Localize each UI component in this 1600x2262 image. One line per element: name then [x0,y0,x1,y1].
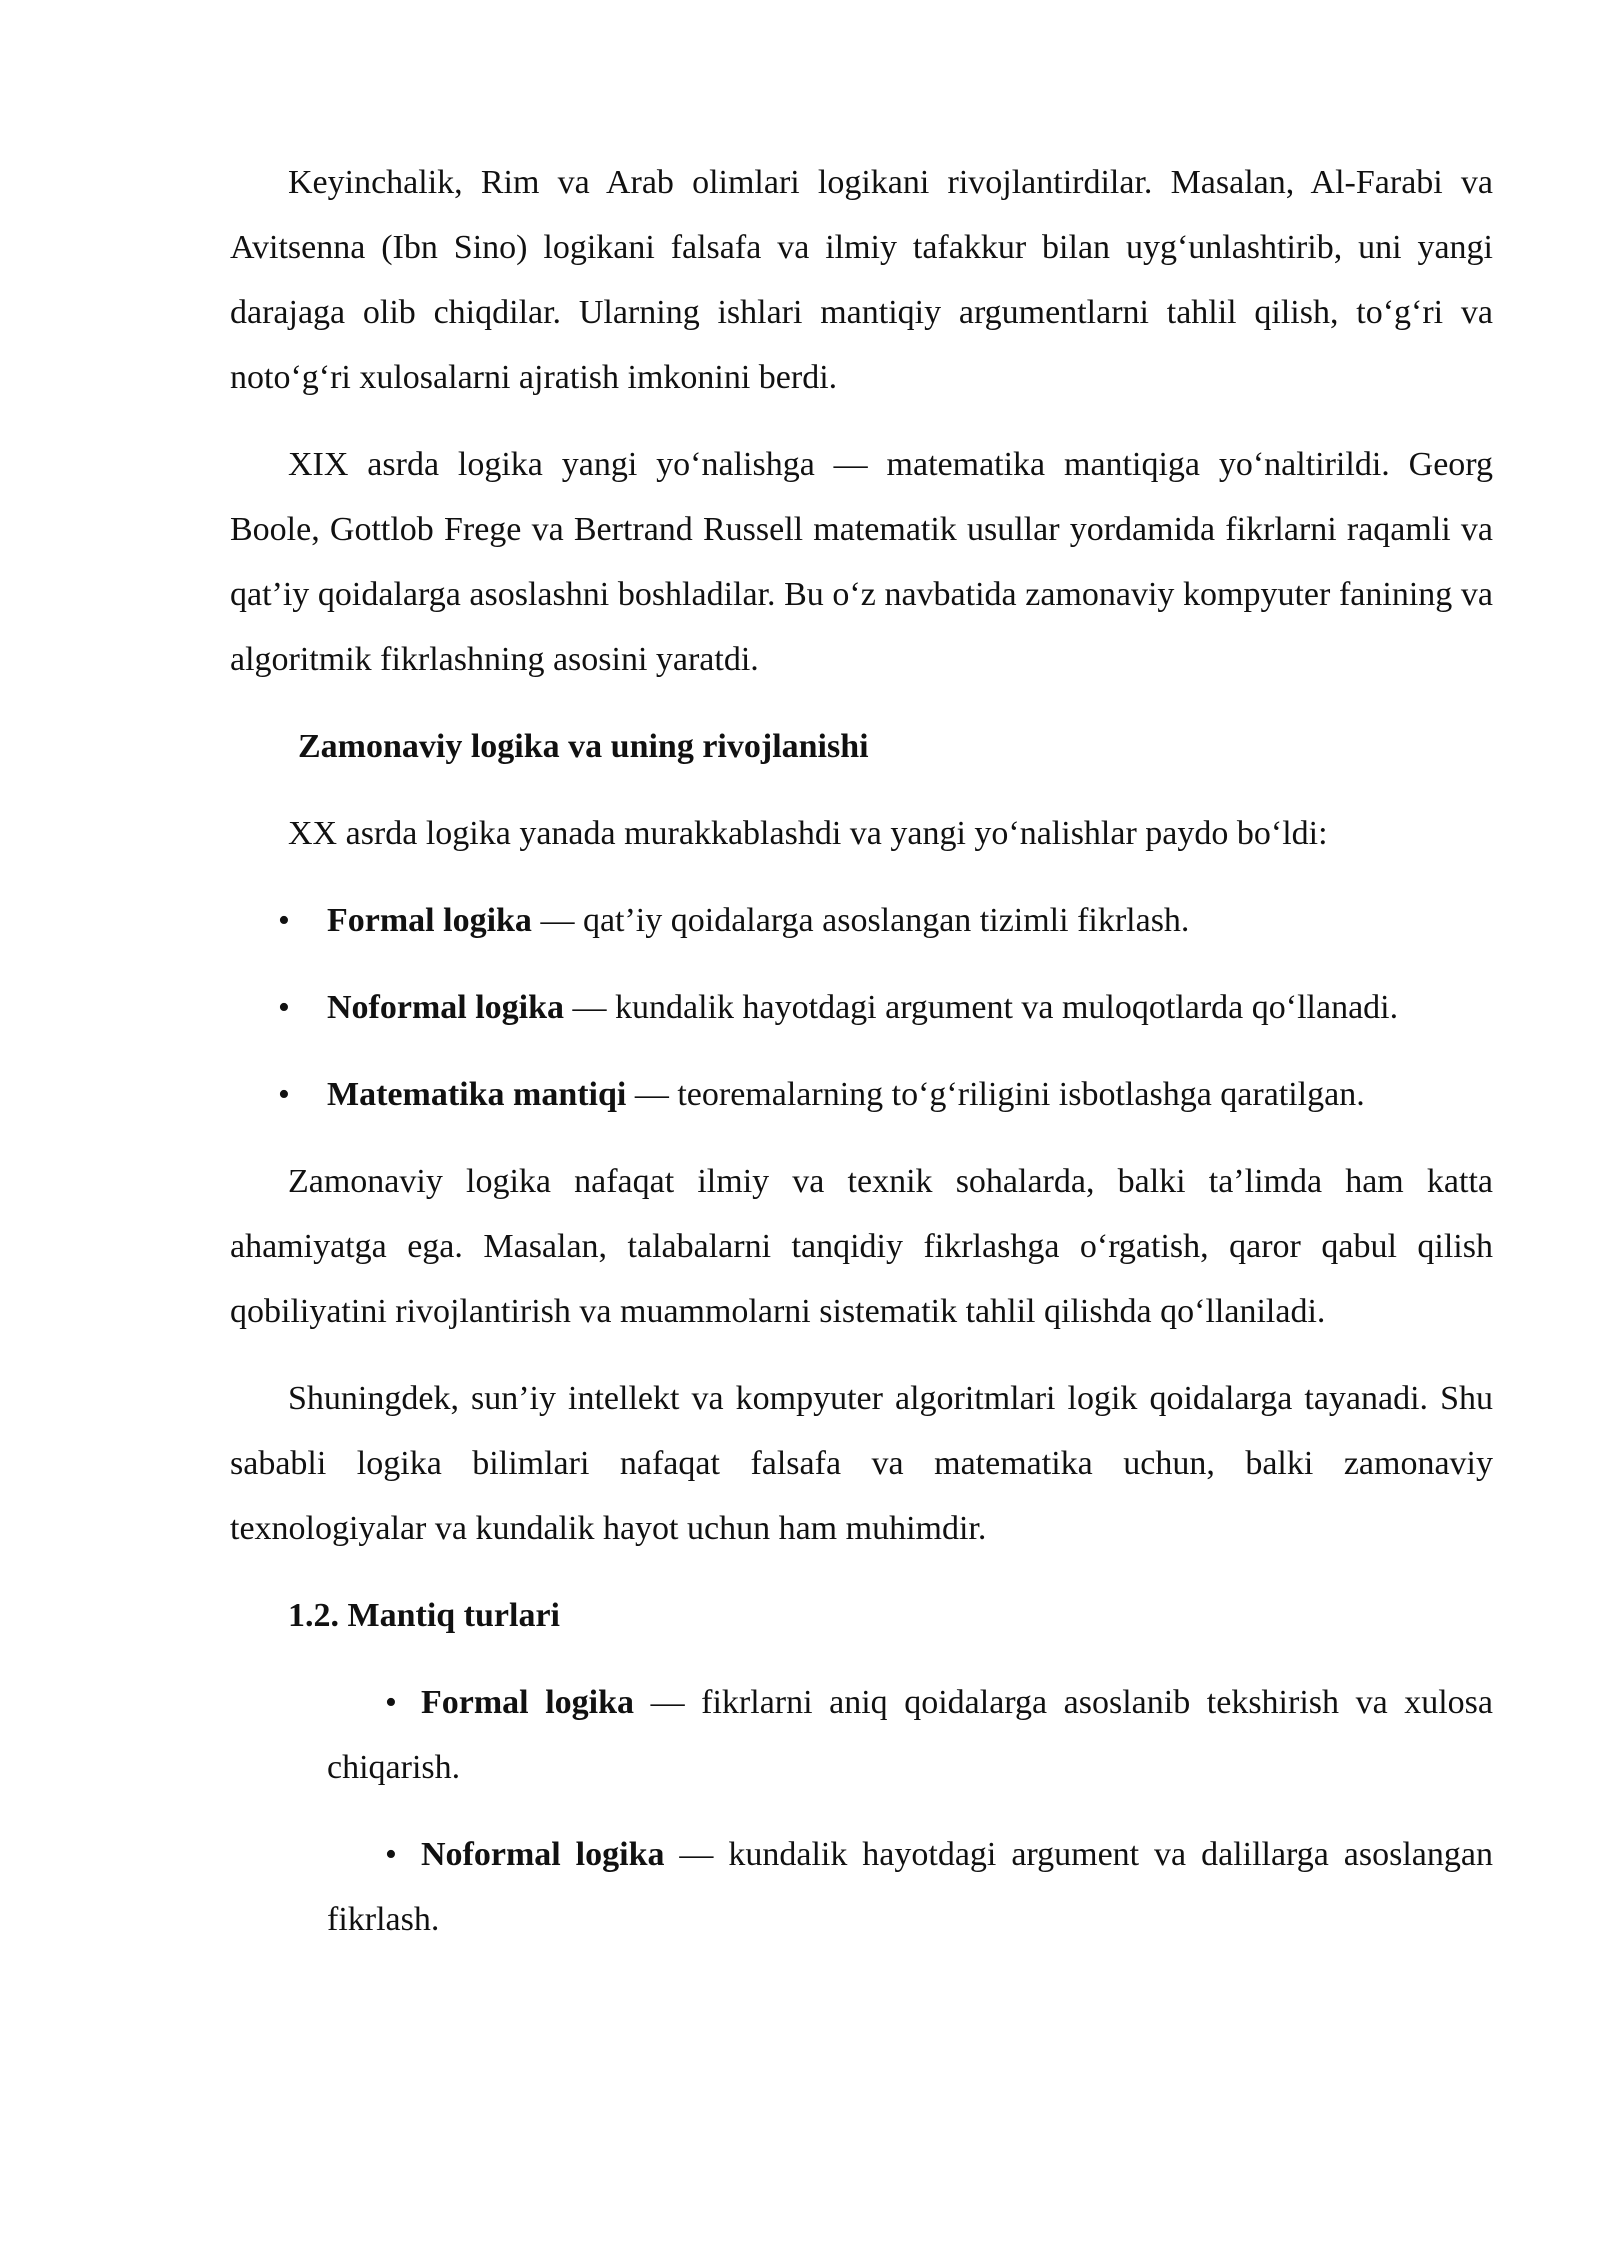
list-item [230,1062,1493,1127]
paragraph-twentieth-century: XX asrda logika yanada murakkablashdi va yangi yo‘nalishlar paydo bo‘ldi: [288,815,1328,852]
bullet-icon: • [278,902,290,939]
bullet-icon: • [385,1684,397,1721]
section-heading-modern-logic: Zamonaviy logika va uning rivojlanishi [298,728,869,765]
section-heading-logic-types: 1.2. Mantiq turlari [288,1597,560,1634]
list-item-term: Formal logika [327,902,532,939]
bullet-icon: • [385,1836,397,1873]
paragraph-arab-scholars: Keyinchalik, Rim va Arab olimlari logikani rivojlantirdilar. Masalan, Al-Farabi va Avitsenna (Ibn Sino) logikani falsafa va ilmiy tafakkur bilan uyg‘unlashtirib, uni yangi darajaga olib chiqdilar. Ularning ishlari mantiqiy argumentlarni tahlil qilish, to‘g‘ri va noto‘g‘ri xulosalarni ajratish imkonini berdi. [230,164,1493,396]
list-item [230,975,1493,1040]
list-item [230,1670,1493,1800]
list-item-text: — kundalik hayotdagi argument va muloqotlarda qo‘llanadi. [564,989,1399,1026]
paragraph-ai-algorithms: Shuningdek, sun’iy intellekt va kompyuter algoritmlari logik qoidalarga tayanadi. Shu sababli logika bilimlari nafaqat falsafa va matematika uchun, balki zamonaviy texnologiyalar va kundalik hayot uchun ham muhimdir. [230,1380,1493,1547]
list-item [230,888,1493,953]
bullet-icon: • [278,1076,290,1113]
logic-directions-list [230,888,1493,1127]
list-item-term: Formal logika [421,1684,635,1721]
bullet-icon: • [278,989,290,1026]
list-item-text: — kundalik hayotdagi argument va dalillarga asoslangan fikrlash. [327,1836,1493,1938]
list-item-text: — teoremalarning to‘g‘riligini isbotlashga qaratilgan. [626,1076,1365,1113]
list-item-text: — qat’iy qoidalarga asoslangan tizimli fikrlash. [531,902,1190,939]
document-page [230,150,1493,1974]
list-item-term: Noformal logika [421,1836,665,1873]
paragraph-nineteenth-century: XIX asrda logika yangi yo‘nalishga — matematika mantiqiga yo‘naltirildi. Georg Boole, Gottlob Frege va Bertrand Russell matematik usullar yordamida fikrlarni raqamli va qat’iy qoidalarga asoslashni boshladilar. Bu o‘z navbatida zamonaviy kompyuter fanining va algoritmik fikrlashning asosini yaratdi. [230,446,1493,678]
list-item-term: Noformal logika [327,989,565,1026]
list-item [230,1822,1493,1952]
list-item-term: Matematika mantiqi [327,1076,627,1113]
paragraph-modern-importance: Zamonaviy logika nafaqat ilmiy va texnik sohalarda, balki ta’limda ham katta ahamiyatga ega. Masalan, talabalarni tanqidiy fikrlashga o‘rgatish, qaror qabul qilish qobiliyatini rivojlantirish va muammolarni sistematik tahlil qilishda qo‘llaniladi. [230,1163,1493,1330]
list-item-text: — fikrlarni aniq qoidalarga asoslanib tekshirish va xulosa chiqarish. [327,1684,1494,1786]
